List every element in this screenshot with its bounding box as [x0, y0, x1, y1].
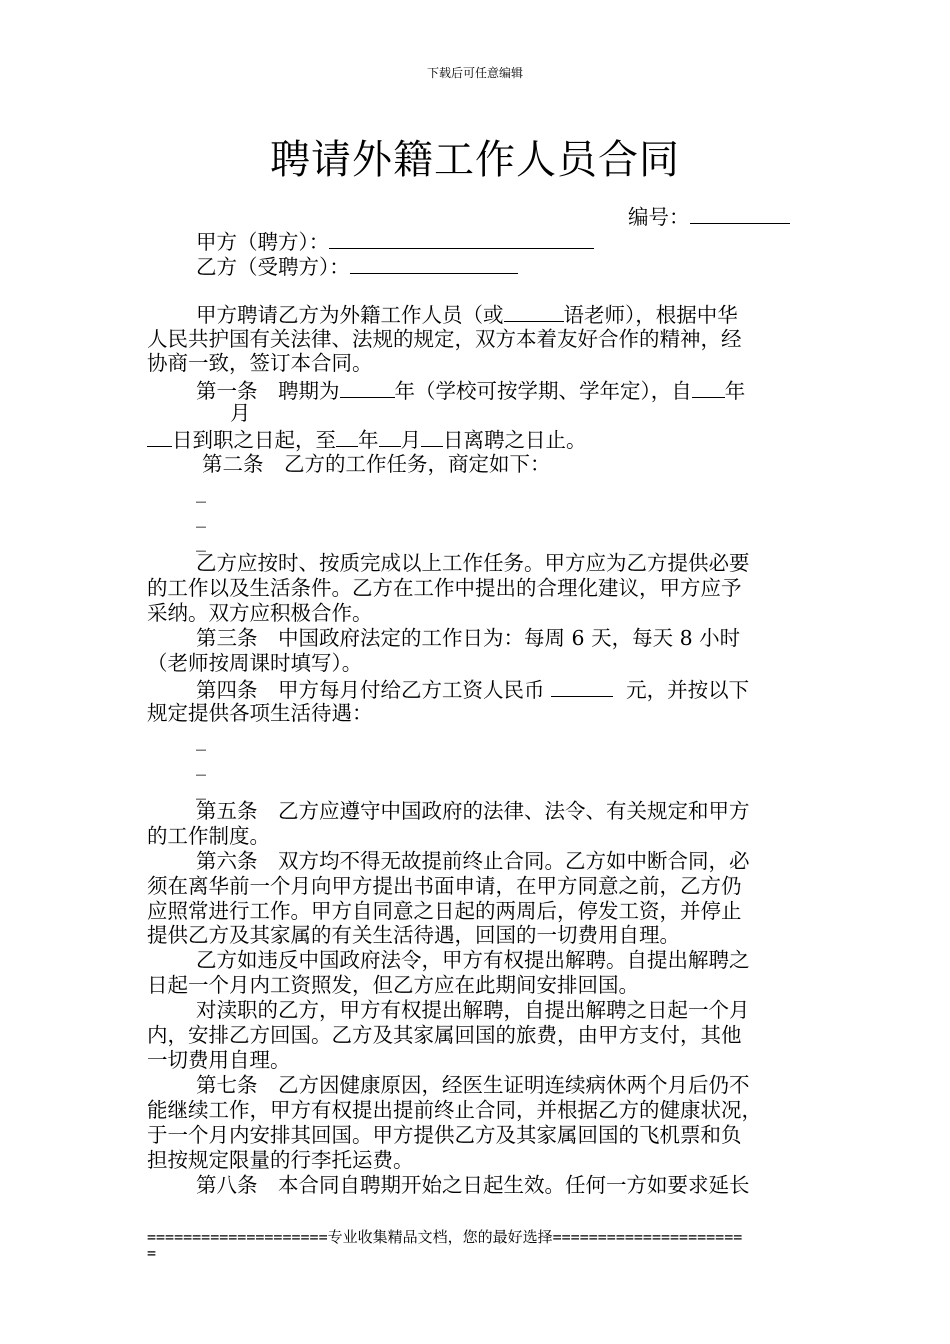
footer-banner-tail: = — [147, 1244, 157, 1262]
task-blank-1[interactable]: _ — [196, 479, 206, 503]
end-year-blank[interactable] — [336, 426, 358, 447]
intro-text: 语老师），根据中华 — [563, 303, 738, 327]
article-7-line-2: 能继续工作，甲方有权提出提前终止合同，并根据乙方的健康状况， — [147, 1098, 762, 1122]
party-a-blank[interactable] — [329, 228, 594, 249]
intro-line-2: 人民共护国有关法律、法规的规定，双方本着友好合作的精神，经 — [147, 327, 742, 351]
article-6-para-3-line-2: 内，安排乙方回国。乙方及其家属回国的旅费，由甲方支付，其他 — [147, 1023, 742, 1047]
end-month-blank[interactable] — [379, 426, 401, 447]
end-day-blank[interactable] — [421, 426, 443, 447]
article-6-line-1: 第六条 双方均不得无故提前终止合同。乙方如中断合同，必 — [196, 849, 750, 873]
article-6-para-3-line-3: 一切费用自理。 — [147, 1048, 291, 1072]
term-years-blank[interactable] — [340, 377, 395, 398]
article-5-line-1: 第五条 乙方应遵守中国政府的法律、法令、有关规定和甲方 — [196, 799, 750, 823]
article-5-line-2: 的工作制度。 — [147, 824, 270, 848]
article-3-line-1: 第三条 中国政府法定的工作日为：每周 6 天，每天 8 小时 — [196, 626, 741, 650]
task-blank-3[interactable]: _ — [196, 528, 206, 552]
article-2-heading: 第二条 乙方的工作任务，商定如下： — [202, 452, 551, 476]
party-a-label: 甲方（聘方）： — [196, 230, 330, 254]
contract-number-blank[interactable] — [690, 203, 790, 224]
contract-number-label: 编号： — [628, 205, 690, 229]
article-6-para-2-line-2: 日起一个月内工资照发，但乙方应在此期间安排回国。 — [147, 973, 639, 997]
article-1-text: 第一条 聘期为 — [196, 379, 340, 403]
intro-line-1 — [196, 301, 738, 328]
party-b-label: 乙方（受聘方）： — [196, 255, 350, 279]
article-6-para-3-line-1: 对渎职的乙方，甲方有权提出解聘，自提出解聘之日起一个月 — [196, 998, 750, 1022]
benefit-blank-2[interactable]: _ — [196, 752, 206, 776]
article-1-line-2 — [147, 426, 587, 453]
article-1-line-1 — [196, 377, 745, 404]
party-a-row — [196, 228, 594, 255]
article-4-text: 第四条 甲方每月付给乙方工资人民币 — [196, 678, 545, 702]
benefit-blank-3[interactable]: _ — [196, 776, 206, 800]
intro-text: 甲方聘请乙方为外籍工作人员（或 — [196, 303, 504, 327]
article-1-text: 月 — [400, 428, 421, 452]
salary-blank[interactable] — [551, 676, 613, 697]
start-year-blank[interactable] — [692, 377, 725, 398]
article-4-line-2: 规定提供各项生活待遇： — [147, 701, 373, 725]
article-7-line-3: 于一个月内安排其回国。甲方提供乙方及其家属回国的飞机票和负 — [147, 1123, 742, 1147]
article-1-text: 日到职之日起，至 — [172, 428, 336, 452]
article-6-para-2-line-1: 乙方如违反中国政府法令，甲方有权提出解聘。自提出解聘之 — [196, 948, 750, 972]
article-1-text: 年 — [724, 379, 746, 403]
article-7-line-4: 担按规定限量的行李托运费。 — [147, 1148, 414, 1172]
article-3-line-2: （老师按周课时填写）。 — [147, 651, 363, 675]
party-b-row — [196, 253, 518, 280]
party-b-blank[interactable] — [350, 253, 518, 274]
article-6-line-2: 须在离华前一个月向甲方提出书面申请，在甲方同意之前，乙方仍 — [147, 874, 742, 898]
task-blank-2[interactable]: _ — [196, 504, 206, 528]
article-6-line-3: 应照常进行工作。甲方自同意之日起的两周后，停发工资，并停止 — [147, 899, 742, 923]
article-7-line-1: 第七条 乙方因健康原因，经医生证明连续病休两个月后仍不 — [196, 1073, 750, 1097]
article-2-after-line-2: 的工作以及生活条件。乙方在工作中提出的合理化建议，甲方应予 — [147, 576, 742, 600]
contract-number-row — [628, 203, 790, 230]
article-2-after-line-3: 采纳。双方应积极合作。 — [147, 601, 373, 625]
article-6-line-4: 提供乙方及其家属的有关生活待遇，回国的一切费用自理。 — [147, 923, 680, 947]
document-title: 聘请外籍工作人员合同 — [270, 137, 680, 183]
start-day-blank[interactable] — [147, 426, 172, 447]
article-1-month: 月 — [230, 401, 251, 425]
article-1-text: 日离聘之日止。 — [443, 428, 587, 452]
language-blank[interactable] — [504, 301, 564, 322]
header-note: 下载后可任意编辑 — [426, 66, 523, 80]
intro-line-3: 协商一致，签订本合同。 — [147, 351, 373, 375]
benefit-blank-1[interactable]: _ — [196, 727, 206, 751]
article-4-text: 元，并按以下 — [626, 678, 750, 702]
article-1-text: 年 — [358, 428, 379, 452]
footer-banner: ====================专业收集精品文档，您的最好选择===================== — [147, 1228, 743, 1246]
article-4-line-1 — [196, 676, 749, 703]
article-2-after-line-1: 乙方应按时、按质完成以上工作任务。甲方应为乙方提供必要 — [196, 551, 750, 575]
article-8-line-1: 第八条 本合同自聘期开始之日起生效。任何一方如要求延长 — [196, 1173, 750, 1197]
article-1-text: 年（学校可按学期、学年定），自 — [394, 379, 692, 403]
